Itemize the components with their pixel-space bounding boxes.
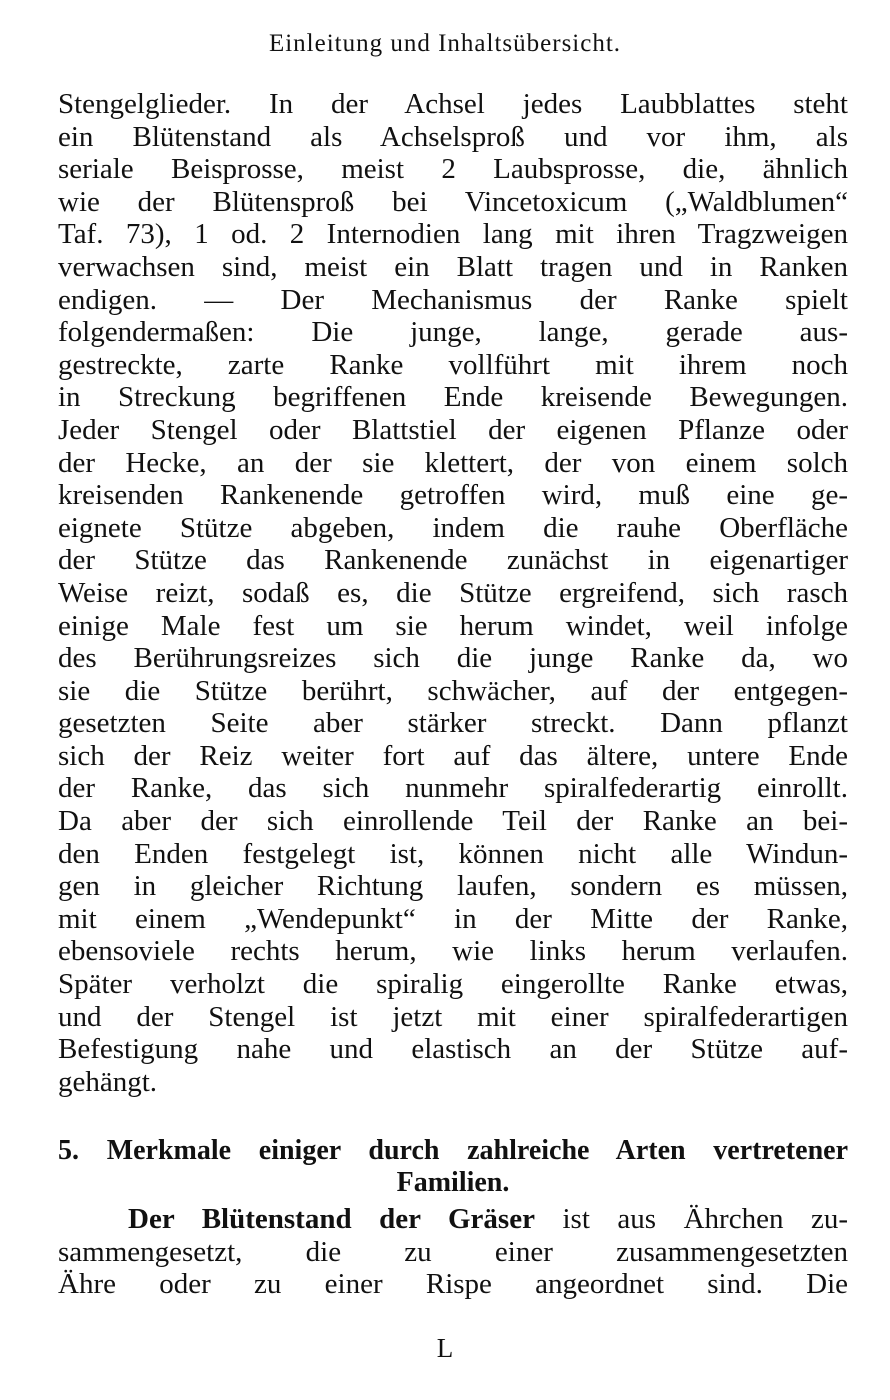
main-paragraph <box>58 88 848 1098</box>
paragraph-line: gehängt. <box>58 1065 158 1098</box>
section-paragraph-line <box>58 1203 848 1236</box>
paragraph-line: Später verholzt die spiralig eingerollte Ranke etwas, <box>58 968 848 1001</box>
paragraph-line: gesetzten Seite aber stärker streckt. Dann pflanzt <box>58 707 848 740</box>
paragraph-line: verwachsen sind, meist ein Blatt tragen und in Ranken <box>58 250 848 283</box>
paragraph-line: sie die Stütze berührt, schwächer, auf der entgegen- <box>58 674 848 707</box>
paragraph-line: ein Blütenstand als Achselsproß und vor ihm, als <box>58 120 848 153</box>
paragraph-line: der Stütze das Rankenende zunächst in eigenartiger <box>58 544 848 577</box>
paragraph-line: der Ranke, das sich nunmehr spiralfederartig einrollt. <box>58 772 848 805</box>
section-heading-line: Familien. <box>396 1167 510 1198</box>
lead-term: Der Blütenstand der Gräser <box>128 1203 535 1235</box>
paragraph-line: gen in gleicher Richtung laufen, sondern es müssen, <box>58 870 848 903</box>
lead-line-rest: ist aus Ährchen zu- <box>534 1203 848 1235</box>
section-heading-line: 5. Merkmale einiger durch zahlreiche Arten vertretener <box>58 1135 848 1166</box>
page-folio: L <box>436 1333 454 1363</box>
paragraph-line: der Hecke, an der sie klettert, der von einem solch <box>58 446 848 479</box>
paragraph-line: des Berührungsreizes sich die junge Ranke da, wo <box>58 642 848 675</box>
paragraph-line: Taf. 73), 1 od. 2 Internodien lang mit ihren Tragzweigen <box>58 218 848 251</box>
section-heading <box>58 1135 848 1199</box>
paragraph-line: den Enden festgelegt ist, können nicht alle Windun- <box>58 837 848 870</box>
paragraph-line: in Streckung begriffenen Ende kreisende Bewegungen. <box>58 381 848 414</box>
paragraph-line: seriale Beisprosse, meist 2 Laubsprosse, die, ähnlich <box>58 153 848 186</box>
paragraph-line: eignete Stütze abgeben, indem die rauhe Oberfläche <box>58 511 848 544</box>
section-paragraph-line: sammengesetzt, die zu einer zusammengesetzten <box>58 1235 848 1268</box>
paragraph-line: Befestigung nahe und elastisch an der Stütze auf- <box>58 1033 848 1066</box>
section-paragraph <box>58 1203 848 1301</box>
section-paragraph-line: Ähre oder zu einer Rispe angeordnet sind. Die <box>58 1268 848 1301</box>
paragraph-line: ebensoviele rechts herum, wie links herum verlaufen. <box>58 935 848 968</box>
paragraph-line: Da aber der sich einrollende Teil der Ranke an bei- <box>58 805 848 838</box>
paragraph-line: wie der Blütensproß bei Vincetoxicum („Waldblumen“ <box>58 185 848 218</box>
paragraph-line: mit einem „Wendepunkt“ in der Mitte der Ranke, <box>58 902 848 935</box>
paragraph-line: Stengelglieder. In der Achsel jedes Laubblattes steht <box>58 88 848 120</box>
paragraph-line: kreisenden Rankenende getroffen wird, muß eine ge- <box>58 479 848 512</box>
paragraph-line: gestreckte, zarte Ranke vollführt mit ihrem noch <box>58 348 848 381</box>
paragraph-line: einige Male fest um sie herum windet, weil infolge <box>58 609 848 642</box>
paragraph-line: und der Stengel ist jetzt mit einer spiralfederartigen <box>58 1000 848 1033</box>
paragraph-line: sich der Reiz weiter fort auf das ältere, untere Ende <box>58 739 848 772</box>
running-head: Einleitung und Inhaltsübersicht. <box>268 30 622 57</box>
paragraph-line: Jeder Stengel oder Blattstiel der eigenen Pflanze oder <box>58 413 848 446</box>
paragraph-line: Weise reizt, sodaß es, die Stütze ergreifend, sich rasch <box>58 576 848 609</box>
paragraph-line: folgendermaßen: Die junge, lange, gerade aus- <box>58 316 848 349</box>
paragraph-line: endigen. — Der Mechanismus der Ranke spielt <box>58 283 848 316</box>
